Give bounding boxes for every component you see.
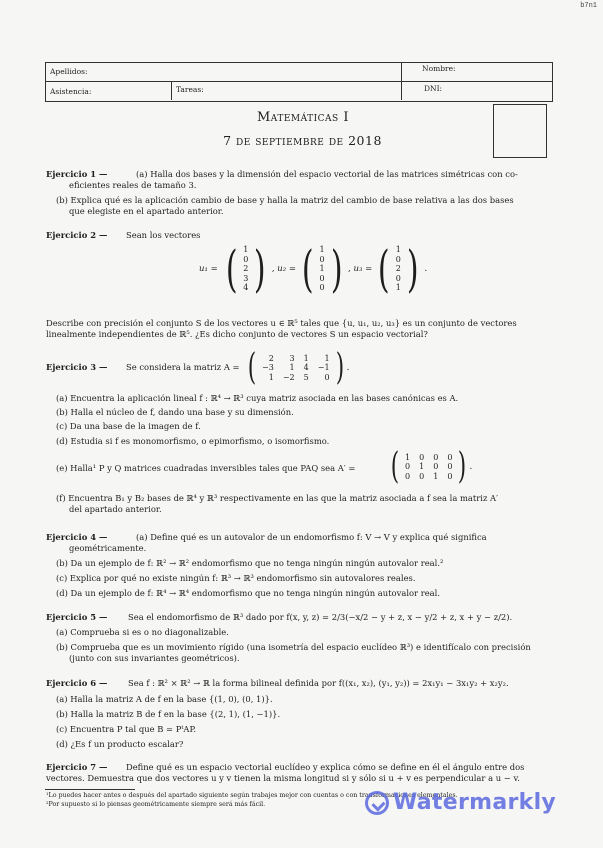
ej5-a: (a) Comprueba si es o no diagonalizable.: [56, 627, 229, 637]
footnote-rule: [45, 789, 135, 790]
vector-u1: u₁ = ( 1 0 2 3 4 ) , u₂ = ( 1 0 1 0 0 ) , u₃ = ( 1 0 2 0 1 ) .: [199, 240, 428, 298]
ej1-b-line2: que elegiste en el apartado anterior.: [69, 206, 224, 216]
matrix-A-entry: −1: [317, 363, 330, 373]
ej2-line2: linealmente independientes de ℝ⁵. ¿Es dicho conjunto de vectores S un espacio vectorial?: [46, 329, 428, 339]
ej6-c: (c) Encuentra P tal que B = PᵗAP.: [56, 724, 197, 734]
corner-code: b7n1: [580, 2, 597, 10]
u2-entry: 0: [319, 273, 325, 283]
u3-label: , u₃ =: [348, 264, 373, 274]
ej3-c: (c) Da una base de la imagen de f.: [56, 421, 201, 431]
student-info-table: [45, 62, 553, 102]
matrix-A-prime-entry: 0: [405, 471, 411, 481]
u2-label: , u₂ =: [271, 264, 296, 274]
matrix-A-prime-entry: 1: [405, 452, 411, 462]
ej5-b-line1: (b) Comprueba que es un movimiento rígido (una isometría del espacio euclídeo ℝ³) e identifícalo con precisión: [56, 642, 531, 652]
matrix-A-entry: 2: [268, 353, 274, 363]
ej4-a-line2: geométricamente.: [69, 543, 147, 553]
u1-entry: 4: [243, 283, 249, 293]
ej5-b-line2: (junto con sus invariantes geométricos).: [69, 653, 240, 663]
ej3-f-line1: (f) Encuentra B₁ y B₂ bases de ℝ⁴ y ℝ³ respectivamente en las que la matriz asociada a f sea la matriz A′: [56, 493, 499, 503]
ej3-f-line2: del apartado anterior.: [69, 504, 162, 514]
u3-entry: 1: [395, 245, 401, 255]
u2-entry: 1: [319, 264, 325, 274]
exam-date: 7 de septiembre de 2018: [223, 133, 382, 148]
matrix-A-prime-entry: 0: [447, 452, 453, 462]
matrix-A-entry: 0: [324, 372, 330, 382]
nombre-field-label: Nombre:: [422, 64, 456, 73]
grade-box: [493, 104, 547, 158]
matrix-A-prime-entry: 0: [405, 462, 411, 472]
matrix-A-entry: 4: [303, 363, 309, 373]
dni-field-label: DNI:: [424, 84, 443, 93]
ej7-line2: vectores. Demuestra que dos vectores u y v tienen la misma longitud si y sólo si u + v es perpendicular a u − v.: [46, 773, 520, 783]
u2-entry: 0: [319, 283, 325, 293]
matrix-A-prime-entry: 1: [433, 471, 439, 481]
u1-entry: 2: [243, 264, 249, 274]
ej5-intro: Sea el endomorfismo de ℝ³ dado por f(x, y, z) = 2/3(−x/2 − y + z, x − y/2 + z, x + y − z/2).: [128, 612, 513, 622]
watermark-text: Watermarkly: [393, 790, 557, 815]
ej5-label: Ejercicio 5 —: [46, 612, 108, 622]
matrix-A-entry: −2: [282, 372, 295, 382]
matrix-A-prime-entries: [402, 453, 455, 482]
ej1-label: Ejercicio 1 —: [46, 169, 108, 179]
ej1-a-line1: (a) Halla dos bases y la dimensión del espacio vectorial de las matrices simétricas con co-: [136, 169, 518, 179]
u1-entry: 3: [243, 273, 249, 283]
ej7-label: Ejercicio 7 —: [46, 762, 108, 772]
u1-entry: 1: [243, 245, 249, 255]
matrix-A-entry: 1: [303, 353, 309, 363]
u1-entry: 0: [243, 254, 249, 264]
u3-entry: 0: [395, 254, 401, 264]
ej4-c: (c) Explica por qué no existe ningún f: ℝ³ → ℝ³ endomorfismo sin autovalores reales.: [56, 573, 416, 583]
exam-title: Matemáticas I: [257, 110, 349, 125]
matrix-A-prime-entry: 1: [419, 462, 425, 472]
matrix-A: ( 2 3 1 1 −3 1 4 −1 1 −2 5 0 ) .: [247, 347, 350, 388]
ej6-b: (b) Halla la matriz B de f en la base {(2, 1), (1, −1)}.: [56, 709, 281, 719]
ej2-line1: Describe con precisión el conjunto S de los vectores u ∈ ℝ⁵ tales que {u, u₁, u₂, u₃} es un conjunto de vectores: [46, 318, 517, 328]
apellidos-field-label: Apellidos:: [50, 67, 88, 76]
ej3-e-end-dot: .: [469, 462, 473, 472]
footnote-1: ¹Lo puedes hacer antes o después del apartado siguiente según trabajes mejor con cuentas o con transformaciones elementales.: [46, 792, 458, 799]
u3-entry: 0: [395, 273, 401, 283]
ej3-label: Ejercicio 3 —: [46, 362, 108, 372]
matrix-A-prime-entry: 0: [433, 462, 439, 472]
ej6-a: (a) Halla la matriz A de f en la base {(1, 0), (0, 1)}.: [56, 694, 273, 704]
matrix-A-prime-entry: 0: [419, 471, 425, 481]
ej6-intro: Sea f : ℝ² × ℝ² → ℝ la forma bilineal definida por f((x₁, x₂), (y₁, y₂)) = 2x₁y₁ − 3x₁y₂ + x₂y₂.: [128, 678, 509, 688]
ej3-a: (a) Encuentra la aplicación lineal f : ℝ⁴ → ℝ³ cuya matriz asociada en las bases canónicas es A.: [56, 393, 459, 403]
asistencia-field-label: Asistencia:: [50, 87, 92, 96]
tareas-field-label: Tareas:: [176, 85, 204, 94]
u3-entries: [394, 245, 403, 293]
ej2-intro: Sean los vectores: [126, 230, 201, 240]
ej3-b: (b) Halla el núcleo de f, dando una base y su dimensión.: [56, 407, 294, 417]
u3-entry: 2: [395, 264, 401, 274]
matrix-A-entry: 5: [303, 372, 309, 382]
u2-entries: [317, 245, 326, 293]
ej4-d: (d) Da un ejemplo de f: ℝ⁴ → ℝ⁴ endomorfismo que no tenga ningún ningún autovalor real.: [56, 588, 441, 598]
ej2-label: Ejercicio 2 —: [46, 230, 108, 240]
matrix-A-entry: 1: [268, 372, 274, 382]
ej4-b: (b) Da un ejemplo de f: ℝ² → ℝ² endomorfismo que no tenga ningún ningún autovalor real.²: [56, 558, 444, 568]
matrix-A-prime-entry: 0: [447, 471, 453, 481]
ej3-end-dot: .: [346, 363, 350, 373]
matrix-A-prime: ( 1 0 0 0 0 1 0 0 0 0 1 0 ) .: [390, 446, 473, 487]
matrix-A-entry: 1: [289, 363, 295, 373]
ej6-d: (d) ¿Es f un producto escalar?: [56, 739, 184, 749]
watermark-check-icon: [365, 791, 389, 815]
u1-label: u₁ =: [199, 264, 218, 274]
ej1-b-line1: (b) Explica qué es la aplicación cambio de base y halla la matriz del cambio de base relativa a las dos bases: [56, 195, 514, 205]
u2-entry: 1: [319, 245, 325, 255]
footnote-2: ²Por supuesto si lo piensas geométricamente siempre será más fácil.: [46, 801, 266, 808]
u2-entry: 0: [319, 254, 325, 264]
ej7-line1: Define qué es un espacio vectorial euclídeo y explica cómo se define en él el ángulo entre dos: [126, 762, 525, 772]
ej1-a-line2: eficientes reales de tamaño 3.: [69, 180, 197, 190]
ej4-label: Ejercicio 4 —: [46, 532, 108, 542]
ej3-e: (e) Halla¹ P y Q matrices cuadradas inversibles tales que PAQ sea A′ =: [56, 463, 356, 473]
ej6-label: Ejercicio 6 —: [46, 678, 108, 688]
ej3-intro: Se considera la matriz A =: [126, 362, 240, 372]
ej3-d: (d) Estudia si f es monomorfismo, o epimorfismo, o isomorfismo.: [56, 436, 330, 446]
u1-entries: [241, 245, 250, 293]
matrix-A-entry: 1: [324, 353, 330, 363]
ej4-a-line1: (a) Define qué es un autovalor de un endomorfismo f: V → V y explica qué significa: [136, 532, 487, 542]
matrix-A-prime-entry: 0: [447, 462, 453, 472]
u3-entry: 1: [395, 283, 401, 293]
matrix-A-entries: [259, 354, 332, 383]
matrix-A-prime-entry: 0: [433, 452, 439, 462]
matrix-A-entry: 3: [289, 353, 295, 363]
matrix-A-entry: −3: [262, 363, 274, 373]
ej2-end-dot: .: [424, 264, 428, 274]
matrix-A-prime-entry: 0: [419, 452, 425, 462]
